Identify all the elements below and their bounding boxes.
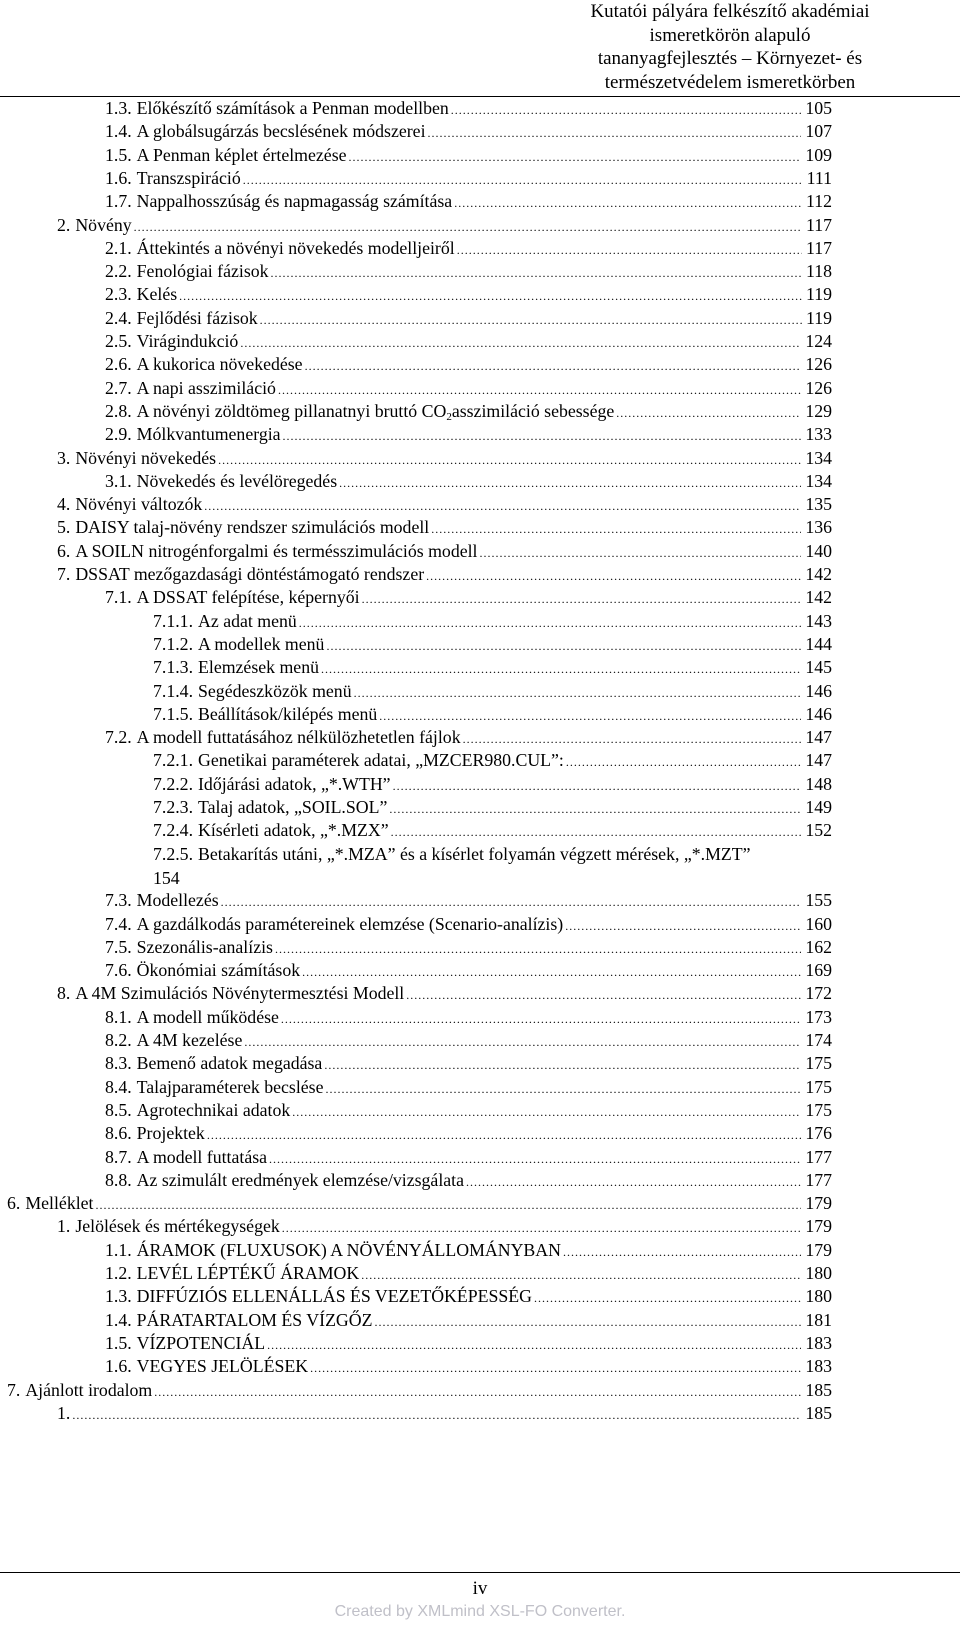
toc-dot-leader	[339, 469, 801, 495]
toc-dot-leader	[565, 912, 801, 938]
toc-entry[interactable]	[105, 1028, 832, 1052]
toc-entry-page: 142	[805, 564, 832, 584]
footer-divider	[0, 1572, 960, 1573]
toc-entry[interactable]	[57, 446, 832, 470]
toc-entry-number: 1.6.	[105, 1356, 132, 1377]
toc-entry[interactable]	[105, 329, 832, 353]
toc-entry-page: 177	[805, 1146, 832, 1167]
toc-dot-leader	[179, 282, 802, 308]
toc-entry[interactable]	[105, 1005, 832, 1029]
toc-dot-leader	[292, 1098, 801, 1124]
toc-entry-page: 129	[805, 400, 832, 421]
toc-entry[interactable]	[105, 166, 832, 190]
toc-dot-leader	[431, 515, 801, 541]
toc-dot-leader	[393, 772, 802, 798]
toc-entry-title: Projektek	[136, 1123, 205, 1144]
toc-entry-title: LEVÉL LÉPTÉKŰ ÁRAMOK	[136, 1263, 360, 1283]
toc-entry-title: A 4M Szimulációs Növénytermesztési Modell	[75, 983, 405, 1004]
toc-entry-page: 119	[805, 307, 832, 328]
toc-entry-number: 7.2.	[105, 727, 132, 748]
toc-entry-number: 7.4.	[105, 913, 132, 934]
toc-entry[interactable]	[105, 352, 832, 376]
toc-entry-page: 154	[153, 867, 180, 888]
toc-entry-title: Segédeszközök menü	[198, 680, 352, 701]
toc-entry-number: 7.	[57, 564, 71, 584]
toc-entry-title: Időjárási adatok, „*.WTH”	[198, 773, 391, 794]
toc-entry-page: 174	[805, 1030, 832, 1050]
toc-dot-leader	[457, 236, 802, 262]
toc-entry-page: 118	[805, 261, 832, 282]
toc-entry-page: 117	[805, 237, 832, 258]
toc-dot-leader	[354, 679, 802, 705]
toc-entry-title: Agrotechnikai adatok	[136, 1099, 291, 1120]
toc-entry[interactable]	[105, 282, 832, 306]
toc-entry-page: 143	[805, 610, 832, 631]
toc-entry-title: A növényi zöldtömeg pillanatnyi bruttó $CO_2asszimiláció$ sebessége	[136, 400, 615, 423]
toc-entry[interactable]	[153, 818, 832, 842]
toc-entry-number: 3.1.	[105, 470, 132, 491]
toc-dot-leader	[326, 1075, 802, 1101]
toc-entry[interactable]	[153, 679, 832, 703]
toc-entry-page: 179	[805, 1193, 832, 1214]
toc-dot-leader	[278, 376, 801, 402]
toc-entry-subscript: 2	[446, 410, 452, 423]
toc-entry-number: 7.2.4.	[153, 820, 194, 841]
toc-entry-number: 7.3.	[105, 890, 132, 911]
toc-entry-page: 172	[805, 983, 832, 1004]
toc-entry-title: Elemzések menü	[198, 657, 319, 678]
toc-entry[interactable]	[153, 632, 832, 656]
toc-entry[interactable]	[57, 515, 832, 539]
toc-entry-title: DIFFÚZIÓS ELLENÁLLÁS ÉS VEZETŐKÉPESSÉG	[136, 1286, 532, 1307]
toc-entry-number: 5.	[57, 517, 71, 538]
toc-entry-page: 177	[805, 1169, 832, 1190]
toc-entry[interactable]	[105, 912, 832, 936]
toc-entry[interactable]	[105, 376, 832, 400]
toc-entry-page: 180	[805, 1286, 832, 1307]
toc-entry-number: 7.6.	[105, 960, 132, 981]
toc-entry-title: Genetikai paraméterek adatai, „MZCER980.CUL”:	[198, 750, 564, 771]
toc-entry-title: Virágindukció	[136, 331, 239, 351]
toc-entry[interactable]	[105, 1098, 832, 1122]
toc-entry-title: Előkészítő számítások a Penman modellben	[136, 98, 449, 118]
toc-entry[interactable]	[105, 422, 832, 446]
toc-entry-title: DSSAT mezőgazdasági döntéstámogató rendszer	[75, 564, 425, 584]
toc-entry[interactable]	[57, 981, 832, 1005]
toc-dot-leader	[72, 1401, 801, 1427]
toc-entry-number: 7.	[7, 1379, 21, 1400]
toc-entry[interactable]	[57, 539, 832, 563]
toc-entry-page: 126	[805, 377, 832, 398]
toc-entry-number: 3.	[57, 447, 71, 468]
toc-entry-page: 149	[805, 797, 832, 817]
toc-entry-page: 112	[805, 191, 832, 212]
toc-entry[interactable]	[57, 492, 832, 516]
toc-dot-leader	[326, 632, 801, 658]
toc-entry[interactable]	[105, 1075, 832, 1099]
toc-dot-leader	[566, 748, 801, 774]
toc-entry-title: Az szimulált eredmények elemzése/vizsgálata	[136, 1169, 464, 1190]
toc-dot-leader	[204, 492, 801, 518]
toc-dot-leader	[221, 888, 802, 914]
toc-entry[interactable]	[105, 469, 832, 493]
toc-entry-number: 1.1.	[105, 1239, 132, 1260]
toc-dot-leader	[466, 1168, 801, 1194]
toc-dot-leader	[243, 166, 803, 192]
toc-entry-number: 8.6.	[105, 1123, 132, 1144]
toc-entry-page: 134	[805, 447, 832, 468]
toc-dot-leader	[218, 446, 801, 472]
toc-entry-page: 183	[805, 1332, 832, 1353]
toc-dot-leader	[454, 189, 802, 215]
toc-entry-number: 8.	[57, 983, 71, 1004]
toc-dot-leader	[406, 981, 801, 1007]
toc-entry-number: 2.	[57, 214, 71, 235]
toc-dot-leader	[374, 1308, 801, 1334]
toc-entry-page: 126	[805, 354, 832, 375]
toc-entry-number: 2.9.	[105, 424, 132, 445]
toc-entry-page: 147	[805, 727, 832, 748]
toc-entry-title: Modellezés	[136, 890, 219, 911]
toc-entry-number: 6.	[7, 1193, 21, 1214]
toc-entry-page: 148	[805, 773, 832, 794]
toc-entry-number: 2.4.	[105, 307, 132, 328]
toc-entry-title: PÁRATARTALOM ÉS VÍZGŐZ	[136, 1309, 373, 1330]
toc-dot-leader	[244, 1028, 801, 1054]
toc-entry-page: 109	[805, 144, 832, 165]
toc-entry-number: 7.2.5.	[153, 843, 194, 864]
toc-dot-leader	[534, 1284, 801, 1310]
toc-dot-leader	[480, 539, 802, 565]
toc-entry-page: 160	[805, 913, 832, 934]
toc-entry-number: 8.7.	[105, 1146, 132, 1167]
toc-entry-title: Áttekintés a növényi növekedés modelljeiről	[136, 237, 455, 258]
toc-entry-page: 147	[805, 750, 832, 771]
toc-entry-title: A gazdálkodás paramétereinek elemzése (Scenario-analízis)	[136, 913, 564, 934]
toc-entry-page: 180	[805, 1263, 832, 1283]
toc-entry-number: 1.4.	[105, 121, 132, 142]
toc-dot-leader	[283, 422, 802, 448]
toc-entry-number: 7.1.2.	[153, 633, 194, 654]
toc-entry-title: A 4M kezelése	[136, 1030, 243, 1050]
toc-entry-title: Növekedés és levélöregedés	[136, 470, 338, 491]
toc-entry-page: 185	[805, 1379, 832, 1400]
toc-entry-title: VÍZPOTENCIÁL	[136, 1332, 266, 1353]
toc-dot-leader	[154, 1378, 801, 1404]
toc-entry-number: 7.2.3.	[153, 797, 194, 817]
toc-dot-leader	[563, 1238, 801, 1264]
toc-entry-title: A Penman képlet értelmezése	[136, 144, 347, 165]
toc-entry-page: 152	[805, 820, 832, 841]
toc-entry-page: 175	[805, 1076, 832, 1097]
toc-entry-title: ÁRAMOK (FLUXUSOK) A NÖVÉNYÁLLOMÁNYBAN	[136, 1239, 561, 1260]
toc-entry[interactable]	[7, 1378, 832, 1402]
toc-entry-page: 181	[805, 1309, 832, 1330]
toc-entry-title: Szezonális-analízis	[136, 936, 273, 957]
toc-entry-page: 146	[805, 703, 832, 724]
toc-entry-number: 6.	[57, 540, 71, 561]
toc-entry-title: A modell működése	[136, 1006, 279, 1027]
toc-entry-page: 179	[805, 1216, 832, 1237]
toc-entry-number: 7.1.3.	[153, 657, 194, 678]
toc-entry-number: 2.2.	[105, 261, 132, 282]
toc-entry[interactable]	[105, 888, 832, 912]
toc-entry[interactable]	[105, 725, 832, 749]
toc-entry[interactable]	[105, 259, 832, 283]
toc-entry-page: 134	[805, 470, 832, 491]
toc-entry[interactable]	[105, 1051, 832, 1075]
toc-dot-leader	[321, 655, 801, 681]
toc-entry-number: 8.4.	[105, 1076, 132, 1097]
toc-entry-page: 175	[805, 1099, 832, 1120]
toc-dot-leader	[134, 213, 802, 239]
toc-entry-page: 136	[805, 517, 832, 538]
toc-entry-number: 8.1.	[105, 1006, 132, 1027]
toc-entry-page: 140	[805, 540, 832, 561]
toc-entry[interactable]	[105, 306, 832, 330]
toc-entry[interactable]	[105, 96, 832, 120]
toc-entry[interactable]	[105, 1284, 832, 1308]
toc-dot-leader	[310, 1354, 801, 1380]
toc-dot-leader	[302, 958, 801, 984]
toc-entry-title: Transzspiráció	[136, 167, 241, 188]
toc-entry[interactable]	[105, 236, 832, 260]
toc-entry-title: Nappalhosszúság és napmagasság számítása	[136, 191, 453, 212]
toc-entry-number: 8.2.	[105, 1030, 132, 1050]
toc-entry-page: 133	[805, 424, 832, 445]
toc-entry-title: Az adat menü	[198, 610, 297, 631]
toc-entry-number: 2.3.	[105, 284, 132, 305]
toc-entry[interactable]	[153, 842, 832, 890]
toc-dot-leader	[281, 1005, 801, 1031]
toc-entry-title: Növény	[75, 214, 132, 235]
toc-dot-leader	[305, 352, 802, 378]
toc-entry-number: 7.2.2.	[153, 773, 194, 794]
toc-entry-number: 1.5.	[105, 144, 132, 165]
toc-entry-number: 4.	[57, 494, 71, 515]
toc-entry-title: DAISY talaj-növény rendszer szimulációs modell	[75, 517, 430, 538]
toc-entry-title: Mólkvantumenergia	[136, 424, 281, 445]
toc-entry-title: Talaj adatok, „SOIL.SOL”	[198, 797, 388, 817]
toc-entry-title: Növényi változók	[75, 494, 203, 515]
toc-entry-page: 142	[805, 587, 832, 608]
toc-entry[interactable]	[105, 143, 832, 167]
toc-entry-page: 107	[805, 121, 832, 142]
toc-dot-leader	[389, 795, 801, 821]
toc-entry-page: 155	[805, 890, 832, 911]
toc-entry-page: 185	[805, 1402, 832, 1423]
toc-entry-number: 1.7.	[105, 191, 132, 212]
toc-entry-page: 146	[805, 680, 832, 701]
toc-entry-page: 144	[805, 633, 832, 654]
toc-entry-title: Bemenő adatok megadása	[136, 1053, 323, 1074]
toc-dot-leader	[240, 329, 801, 355]
toc-entry[interactable]	[105, 1121, 832, 1145]
toc-entry[interactable]	[57, 1214, 832, 1238]
toc-dot-leader	[95, 1191, 801, 1217]
creator-watermark: Created by XMLmind XSL-FO Converter.	[334, 1603, 626, 1620]
toc-entry-number: 2.1.	[105, 237, 132, 258]
toc-dot-leader	[349, 143, 802, 169]
toc-entry[interactable]	[105, 1238, 832, 1262]
toc-entry-page: 117	[805, 214, 832, 235]
toc-dot-leader	[391, 818, 802, 844]
toc-entry-number: 1.	[57, 1402, 71, 1423]
toc-dot-leader	[267, 1331, 801, 1357]
toc-entry-title-rest: asszimiláció sebessége	[451, 400, 615, 421]
toc-entry-number: 1.	[57, 1216, 71, 1237]
toc-entry-page: 119	[805, 284, 832, 305]
toc-entry-page: 179	[805, 1239, 832, 1260]
toc-entry-title: Melléklet	[25, 1193, 94, 1214]
toc-entry[interactable]	[57, 562, 832, 586]
toc-entry-number: 7.1.4.	[153, 680, 194, 701]
toc-dot-leader	[271, 259, 802, 285]
toc-entry[interactable]	[153, 772, 832, 796]
toc-entry-number: 2.7.	[105, 377, 132, 398]
header-line-3: tananyagfejlesztés – Környezet- és	[597, 48, 863, 69]
toc-dot-leader	[207, 1121, 802, 1147]
toc-entry-title: Beállítások/kilépés menü	[198, 703, 378, 724]
toc-entry-title: Kelés	[136, 284, 178, 305]
page-number: iv	[472, 1578, 488, 1599]
toc-entry-title: Jelölések és mértékegységek	[75, 1216, 280, 1237]
toc-entry[interactable]	[153, 748, 832, 772]
toc-dot-leader	[451, 96, 802, 122]
toc-entry-number: 1.5.	[105, 1332, 132, 1353]
toc-dot-leader	[260, 306, 802, 332]
header-line-4: természetvédelem ismeretkörben	[604, 71, 856, 93]
toc-entry-title: VEGYES JELÖLÉSEK	[136, 1356, 309, 1377]
toc-entry-page: 145	[805, 657, 832, 678]
toc-entry-title: Kísérleti adatok, „*.MZX”	[198, 820, 389, 841]
toc-entry-page: 173	[805, 1006, 832, 1027]
toc-entry-title: A DSSAT felépítése, képernyői	[136, 587, 360, 608]
toc-entry-title: A kukorica növekedése	[136, 354, 303, 375]
toc-entry-page: 124	[805, 331, 832, 351]
header-line-1: Kutatói pályára felkészítő akadémiai	[590, 1, 870, 22]
toc-entry-title: Növényi növekedés	[75, 447, 217, 468]
toc-entry[interactable]	[57, 1401, 832, 1425]
toc-entry-title: Ökonómiai számítások	[136, 960, 301, 981]
toc-dot-leader	[282, 1214, 802, 1240]
toc-entry[interactable]	[105, 1331, 832, 1355]
toc-entry-page: 169	[805, 960, 832, 981]
toc-entry[interactable]	[105, 399, 832, 423]
toc-entry[interactable]	[105, 585, 832, 609]
toc-entry[interactable]	[153, 609, 832, 633]
toc-entry-page: 175	[805, 1053, 832, 1074]
toc-entry[interactable]	[105, 1261, 832, 1285]
toc-entry-title: A modell futtatásához nélkülözhetetlen fájlok	[136, 727, 461, 748]
toc-dot-leader	[428, 119, 802, 145]
toc-entry[interactable]	[153, 702, 832, 726]
toc-entry-number: 7.5.	[105, 936, 132, 957]
toc-dot-leader	[324, 1051, 801, 1077]
toc-entry-title: A modell futtatása	[136, 1146, 268, 1167]
toc-dot-leader	[275, 935, 801, 961]
toc-entry-page: 111	[806, 167, 832, 188]
toc-entry-number: 2.6.	[105, 354, 132, 375]
toc-entry-page: 176	[805, 1123, 832, 1144]
toc-entry-title: Talajparaméterek becslése	[136, 1076, 324, 1097]
toc-entry[interactable]	[105, 119, 832, 143]
toc-entry-title: Fejlődési fázisok	[136, 307, 258, 328]
toc-entry[interactable]	[105, 958, 832, 982]
toc-entry-number: 1.6.	[105, 167, 132, 188]
toc-entry-number: 7.1.5.	[153, 703, 194, 724]
toc-entry-number: 2.5.	[105, 331, 132, 351]
toc-entry-number: 8.8.	[105, 1169, 132, 1190]
toc-dot-leader	[379, 702, 801, 728]
toc-entry[interactable]	[57, 213, 832, 237]
toc-entry-number: 7.1.	[105, 587, 132, 608]
toc-entry[interactable]	[7, 1191, 832, 1215]
toc-entry-number: 2.8.	[105, 400, 132, 421]
toc-dot-leader	[616, 399, 801, 425]
toc-dot-leader	[361, 1261, 801, 1287]
toc-entry-title: A napi asszimiláció	[136, 377, 276, 398]
toc-entry[interactable]	[105, 189, 832, 213]
toc-entry-title: Ajánlott irodalom	[25, 1379, 153, 1400]
toc-entry-title: A modellek menü	[198, 633, 325, 654]
toc-entry[interactable]	[153, 795, 832, 819]
toc-entry-number: 1.4.	[105, 1309, 132, 1330]
toc-entry-number: 8.5.	[105, 1099, 132, 1120]
toc-entry[interactable]	[153, 655, 832, 679]
toc-dot-leader	[426, 562, 801, 588]
toc-dot-leader	[299, 609, 802, 635]
toc-entry-number: 8.3.	[105, 1053, 132, 1074]
toc-dot-leader	[463, 725, 802, 751]
toc-entry[interactable]	[105, 1145, 832, 1169]
toc-entry[interactable]	[105, 1168, 832, 1192]
toc-entry-number: 1.2.	[105, 1263, 132, 1283]
toc-entry[interactable]	[105, 1354, 832, 1378]
toc-entry-number: 1.3.	[105, 1286, 132, 1307]
toc-entry-number: 7.2.1.	[153, 750, 194, 771]
toc-entry-title: Fenológiai fázisok	[136, 261, 269, 282]
toc-entry[interactable]	[105, 1308, 832, 1332]
toc-entry-title: A globálsugárzás becslésének módszerei	[136, 121, 426, 142]
toc-entry-page: 162	[805, 936, 832, 957]
toc-dot-leader	[269, 1145, 801, 1171]
toc-entry-number: 1.3.	[105, 98, 132, 118]
toc-entry-page: 135	[805, 494, 832, 515]
toc-entry-title: A SOILN nitrogénforgalmi és termésszimulációs modell	[75, 540, 478, 561]
toc-entry[interactable]	[105, 935, 832, 959]
toc-entry-title: Betakarítás utáni, „*.MZA” és a kísérlet folyamán végzett mérések, „*.MZT”	[198, 843, 751, 864]
header-line-2: ismeretkörön alapuló	[649, 24, 811, 46]
toc-entry-page: 105	[805, 98, 832, 118]
toc-entry-number: 7.1.1.	[153, 610, 194, 631]
toc-dot-leader	[362, 585, 802, 611]
toc-entry-page: 183	[805, 1356, 832, 1377]
